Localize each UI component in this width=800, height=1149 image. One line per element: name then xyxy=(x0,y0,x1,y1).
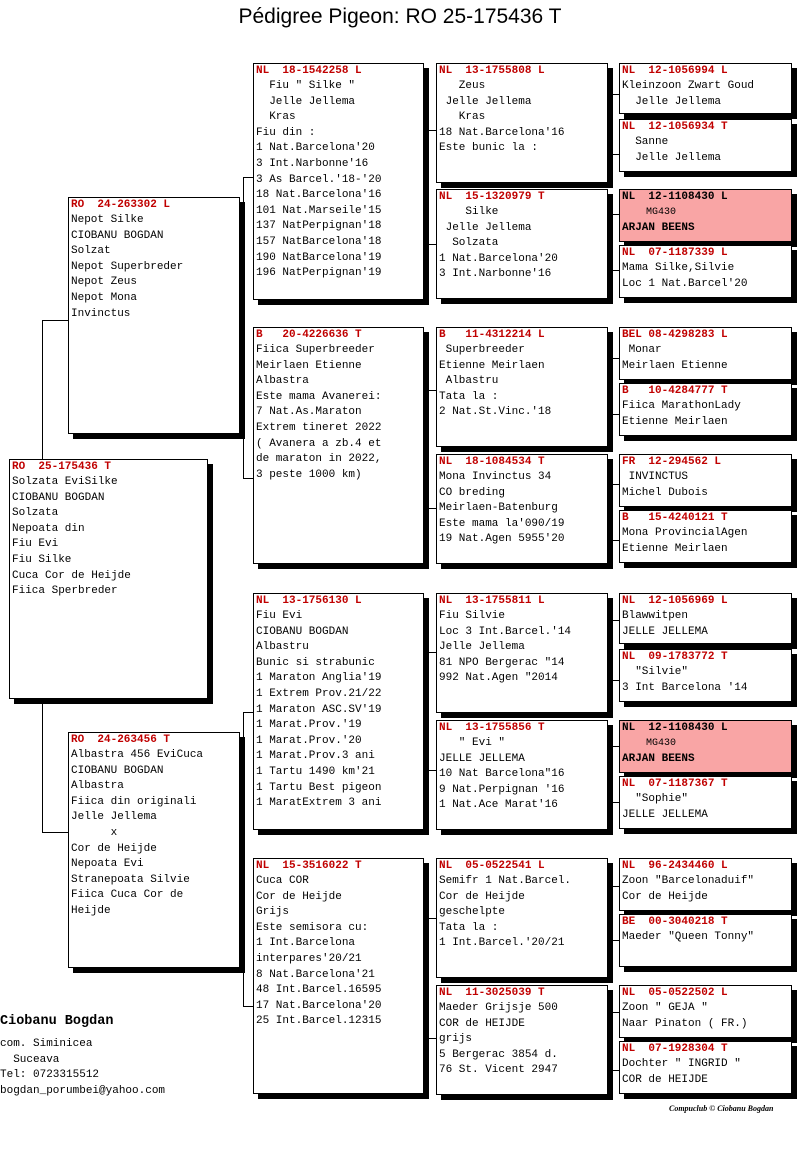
info-line: 17 Nat.Barcelona'20 xyxy=(256,999,382,1012)
pigeon-card-ssds[interactable] xyxy=(619,189,792,242)
info-line: 1 Int.Barcel.'20/21 xyxy=(439,937,565,950)
pigeon-card-ssd[interactable] xyxy=(436,189,608,299)
info-line: COR de HEIJDE xyxy=(439,1017,525,1030)
pigeon-card-ddsd[interactable] xyxy=(619,914,792,967)
pigeon-card-sdds[interactable] xyxy=(619,454,792,507)
connector-line xyxy=(428,130,429,244)
info-line: Extrem tineret 2022 xyxy=(256,421,382,434)
info-line: Fiica Sperbreder xyxy=(12,585,118,598)
connector-line xyxy=(612,680,619,681)
pigeon-card-sss[interactable] xyxy=(436,63,608,183)
ring-number: B 10-4284777 T xyxy=(622,385,728,397)
pigeon-card-dsds[interactable] xyxy=(619,720,792,773)
connector-line xyxy=(243,712,244,1006)
connector-line xyxy=(243,177,253,178)
owner-phone: Tel: 0723315512 xyxy=(0,1069,100,1081)
info-line: Invinctus xyxy=(71,307,131,320)
connector-line xyxy=(428,652,429,770)
info-line: 5 Bergerac 3854 d. xyxy=(439,1048,558,1061)
ring-number: NL 13-1755808 L xyxy=(439,65,545,77)
connector-line xyxy=(612,540,619,541)
info-line: 3 peste 1000 km) xyxy=(256,468,362,481)
info-line: 3 Int Barcelona '14 xyxy=(622,681,748,694)
connector-line xyxy=(612,802,619,803)
info-line: "Sophie" xyxy=(622,793,689,805)
connector-line xyxy=(42,320,68,321)
connector-line xyxy=(243,712,253,713)
connector-line xyxy=(243,1006,253,1007)
ring-number: B 11-4312214 L xyxy=(439,329,545,341)
ring-number: NL 11-3025039 T xyxy=(439,987,545,999)
info-line: 1 Maraton Anglia'19 xyxy=(256,672,382,685)
connector-line xyxy=(243,478,253,479)
info-line: Michel Dubois xyxy=(622,486,708,499)
pigeon-card-sdss[interactable] xyxy=(619,327,792,380)
info-line: Superbreeder xyxy=(439,344,525,356)
info-line: Meirlaen-Batenburg xyxy=(439,502,558,515)
info-line: Etienne Meirlaen xyxy=(439,359,545,372)
ring-number: NL 05-0522502 L xyxy=(622,987,728,999)
ring-number: NL 13-1755811 L xyxy=(439,595,545,607)
info-line: 10 Nat Barcelona"16 xyxy=(439,768,565,781)
info-line: Cor de Heijde xyxy=(622,890,708,903)
pigeon-card-dam[interactable] xyxy=(68,732,240,968)
info-line: CIOBANU BOGDAN xyxy=(71,229,164,242)
ring-number: NL 96-2434460 L xyxy=(622,860,728,872)
ring-number: BEL 08-4298283 L xyxy=(622,329,728,341)
info-line: MG430 xyxy=(622,207,677,218)
info-line: Kras xyxy=(256,111,296,124)
connector-line xyxy=(612,358,619,359)
ring-number: NL 12-1108430 L xyxy=(622,191,728,203)
info-line: Nepot Silke xyxy=(71,214,144,226)
info-line: Fiu din : xyxy=(256,126,316,139)
info-line: Nepot Mona xyxy=(71,291,138,304)
connector-line xyxy=(612,620,619,621)
info-line: Mama Silke,Silvie xyxy=(622,262,735,274)
info-line: Cor de Heijde xyxy=(439,890,525,903)
info-line: Este mama Avanerei: xyxy=(256,390,382,403)
pigeon-card-sds[interactable] xyxy=(436,327,608,447)
info-line: 1 Tartu Best pigeon xyxy=(256,781,382,794)
ring-number: NL 12-1056969 L xyxy=(622,595,728,607)
connector-line xyxy=(428,390,429,508)
connector-line xyxy=(42,832,68,833)
pigeon-card-dddd[interactable] xyxy=(619,1041,792,1094)
info-line: Zoon "Barcelonaduif" xyxy=(622,875,755,887)
ring-number: NL 15-3516022 T xyxy=(256,860,362,872)
info-line: Jelle Jellema xyxy=(256,95,356,108)
info-line: 1 Int.Barcelona xyxy=(256,937,356,950)
pigeon-card-dam-dam[interactable] xyxy=(253,858,424,1094)
pigeon-card-dsdd[interactable] xyxy=(619,776,792,829)
info-line: Fiu Evi xyxy=(256,610,303,622)
connector-line xyxy=(42,320,43,460)
info-line: geschelpte xyxy=(439,906,506,919)
connector-line xyxy=(612,484,619,485)
info-line: Cuca Cor de Heijde xyxy=(12,569,131,582)
pigeon-card-dds[interactable] xyxy=(436,858,608,978)
info-line: Zeus xyxy=(439,80,486,92)
ring-number: NL 18-1084534 T xyxy=(439,456,545,468)
ring-number: NL 18-1542258 L xyxy=(256,65,362,77)
connector-line xyxy=(612,214,619,215)
info-line: 992 Nat.Agen "2014 xyxy=(439,672,558,685)
info-line: 48 Int.Barcel.16595 xyxy=(256,984,382,997)
info-line: CIOBANU BOGDAN xyxy=(12,491,105,504)
info-line: Bunic si strabunic xyxy=(256,656,375,669)
connector-line xyxy=(428,244,436,245)
info-line: Este bunic la : xyxy=(439,142,539,155)
info-line: Jelle Jellema xyxy=(439,221,532,234)
pigeon-card-dss[interactable] xyxy=(436,593,608,713)
connector-line xyxy=(42,700,43,832)
connector-line xyxy=(612,154,619,155)
ring-number: B 20-4226636 T xyxy=(256,329,362,341)
info-line: 137 NatPerpignan'18 xyxy=(256,220,382,233)
info-line: Semifr 1 Nat.Barcel. xyxy=(439,875,572,887)
info-line: Fiica Cuca Cor de xyxy=(71,889,184,902)
info-line: Meirlaen Etienne xyxy=(256,359,362,372)
info-line: 1 Marat.Prov.'20 xyxy=(256,734,362,747)
info-line: Albastra 456 EviCuca xyxy=(71,749,204,761)
info-line: 190 NatBarcelona'19 xyxy=(256,251,382,264)
info-line: Tata la : xyxy=(439,921,499,934)
info-line: 3 As Barcel.'18-'20 xyxy=(256,173,382,186)
info-line: CIOBANU BOGDAN xyxy=(256,625,349,638)
info-line: Fiu Silke xyxy=(12,553,72,566)
ring-number: NL 09-1783772 T xyxy=(622,651,728,663)
info-line: Etienne Meirlaen xyxy=(622,415,728,428)
page-title: Pédigree Pigeon: RO 25-175436 T xyxy=(238,5,562,28)
info-line: 3 Int.Narbonne'16 xyxy=(439,268,552,281)
info-line: Loc 3 Int.Barcel.'14 xyxy=(439,625,572,638)
connector-line xyxy=(428,130,436,131)
connector-line xyxy=(612,940,619,941)
connector-line xyxy=(240,300,243,301)
pigeon-card-ddss[interactable] xyxy=(619,858,792,911)
connector-line xyxy=(428,652,436,653)
info-line: Solzata xyxy=(12,507,59,520)
connector-line xyxy=(612,746,613,802)
info-line: Maeder Grijsje 500 xyxy=(439,1002,558,1014)
info-line: Dochter " INGRID " xyxy=(622,1058,741,1070)
info-line: 1 MaratExtrem 3 ani xyxy=(256,797,382,810)
info-line: 81 NPO Bergerac "14 xyxy=(439,656,565,669)
info-line: MG430 xyxy=(622,738,677,749)
pigeon-card-ssdd[interactable] xyxy=(619,245,792,298)
info-line: Fiu " Silke " xyxy=(256,80,356,92)
ring-number: NL 07-1187367 T xyxy=(622,778,728,790)
ring-number: RO 24-263456 T xyxy=(71,734,171,746)
ring-number: NL 12-1056994 L xyxy=(622,65,728,77)
ring-number: NL 07-1928304 T xyxy=(622,1043,728,1055)
info-line: 1 Nat.Barcelona'20 xyxy=(256,142,375,155)
info-line: Sanne xyxy=(622,136,669,148)
info-line: 25 Int.Barcel.12315 xyxy=(256,1015,382,1028)
info-line: ARJAN BEENS xyxy=(622,221,695,234)
info-line: 8 Nat.Barcelona'21 xyxy=(256,968,375,981)
info-line: Albastra xyxy=(256,375,309,388)
connector-line xyxy=(428,508,436,509)
ring-number: RO 24-263302 L xyxy=(71,199,171,211)
info-line: 101 Nat.Marseile'15 xyxy=(256,204,382,217)
info-line: 76 St. Vicent 2947 xyxy=(439,1064,558,1077)
info-line: Silke xyxy=(439,206,499,218)
ring-number: NL 12-1056934 T xyxy=(622,121,728,133)
connector-line xyxy=(612,886,613,940)
connector-line xyxy=(612,214,613,270)
info-line: " Evi " xyxy=(439,737,506,749)
info-line: Fiu Evi xyxy=(12,538,59,551)
connector-line xyxy=(612,746,619,747)
info-line: 19 Nat.Agen 5955'20 xyxy=(439,533,565,546)
info-line: Kras xyxy=(439,111,486,124)
info-line: 18 Nat.Barcelona'16 xyxy=(439,126,565,139)
connector-line xyxy=(240,826,243,827)
info-line: Cuca COR xyxy=(256,875,309,887)
info-line: Solzata xyxy=(439,237,499,250)
ring-number: NL 13-1756130 L xyxy=(256,595,362,607)
owner-name: Ciobanu Bogdan xyxy=(0,1014,114,1029)
pigeon-card-sddd[interactable] xyxy=(619,510,792,563)
info-line: COR de HEIJDE xyxy=(622,1073,708,1086)
pigeon-card-ddd[interactable] xyxy=(436,985,608,1095)
info-line: 3 Int.Narbonne'16 xyxy=(256,157,369,170)
info-line: Nepoata Evi xyxy=(71,858,144,871)
pigeon-card-dssd[interactable] xyxy=(619,649,792,702)
connector-line xyxy=(428,918,436,919)
info-line: Meirlaen Etienne xyxy=(622,359,728,372)
info-line: Cor de Heijde xyxy=(256,890,342,903)
connector-line xyxy=(612,886,619,887)
info-line: Mona ProvincialAgen xyxy=(622,527,748,539)
info-line: Fiica Superbreeder xyxy=(256,344,375,356)
info-line: Cor de Heijde xyxy=(71,842,157,855)
info-line: 157 NatBarcelona'18 xyxy=(256,235,382,248)
ring-number: B 15-4240121 T xyxy=(622,512,728,524)
info-line: Fiu Silvie xyxy=(439,610,506,622)
pigeon-card-ddds[interactable] xyxy=(619,985,792,1038)
info-line: 18 Nat.Barcelona'16 xyxy=(256,189,382,202)
info-line: grijs xyxy=(439,1033,473,1046)
ring-number: NL 05-0522541 L xyxy=(439,860,545,872)
pigeon-card-sire-sire[interactable] xyxy=(253,63,424,300)
info-line: 2 Nat.St.Vinc.'18 xyxy=(439,406,552,419)
info-line: JELLE JELLEMA xyxy=(439,752,525,765)
connector-line xyxy=(428,1038,436,1039)
info-line: 1 Nat.Ace Marat'16 xyxy=(439,799,558,812)
info-line: Albastra xyxy=(71,780,124,793)
owner-address: com. Siminicea xyxy=(0,1038,93,1050)
info-line: Nepoata din xyxy=(12,522,85,535)
ring-number: NL 13-1755856 T xyxy=(439,722,545,734)
pigeon-card-sssd[interactable] xyxy=(619,119,792,172)
connector-line xyxy=(243,177,244,478)
owner-email: bogdan_porumbei@yahoo.com xyxy=(0,1084,166,1097)
info-line: Mona Invinctus 34 xyxy=(439,471,552,483)
ring-number: FR 12-294562 L xyxy=(622,456,722,468)
pigeon-card-sdsd[interactable] xyxy=(619,383,792,436)
connector-line xyxy=(612,1070,619,1071)
credit-text: Compuclub © Ciobanu Bogdan xyxy=(669,1104,774,1113)
info-line: "Silvie" xyxy=(622,666,689,678)
info-line: interpares'20/21 xyxy=(256,952,362,965)
connector-line xyxy=(612,358,613,414)
ring-number: NL 15-1320979 T xyxy=(439,191,545,203)
info-line: 1 Tartu 1490 km'21 xyxy=(256,765,375,778)
connector-line xyxy=(612,484,613,540)
info-line: Jelle Jellema xyxy=(622,95,722,108)
info-line: JELLE JELLEMA xyxy=(622,625,708,638)
info-line: Albastru xyxy=(439,375,499,388)
info-line: Monar xyxy=(622,344,662,356)
info-line: Solzata EviSilke xyxy=(12,476,118,488)
info-line: Kleinzoon Zwart Goud xyxy=(622,80,755,92)
info-line: 7 Nat.As.Maraton xyxy=(256,406,362,419)
info-line: Etienne Meirlaen xyxy=(622,542,728,555)
ring-number: NL 12-1108430 L xyxy=(622,722,728,734)
ring-number: NL 07-1187339 L xyxy=(622,247,728,259)
info-line: Stranepoata Silvie xyxy=(71,873,190,886)
info-line: Solzat xyxy=(71,245,111,258)
info-line: Blawwitpen xyxy=(622,610,689,622)
connector-line xyxy=(612,414,619,415)
info-line: Zoon " GEJA " xyxy=(622,1002,708,1014)
info-line: Fiica MarathonLady xyxy=(622,400,741,412)
info-line: 9 Nat.Perpignan '16 xyxy=(439,783,565,796)
info-line: 1 Marat.Prov.3 ani xyxy=(256,750,375,763)
info-line: Nepot Zeus xyxy=(71,276,138,289)
info-line: Jelle Jellema xyxy=(71,811,157,824)
info-line: 1 Nat.Barcelona'20 xyxy=(439,252,558,265)
connector-line xyxy=(612,1012,613,1070)
info-line: INVINCTUS xyxy=(622,471,689,483)
info-line: Este semisora cu: xyxy=(256,921,369,934)
info-line: Tata la : xyxy=(439,390,499,403)
connector-line xyxy=(428,770,436,771)
pigeon-card-sire-dam[interactable] xyxy=(253,327,424,564)
info-line: 1 Maraton ASC.SV'19 xyxy=(256,703,382,716)
pigeon-card-sire[interactable] xyxy=(68,197,240,434)
info-line: Albastru xyxy=(256,641,309,654)
info-line: Nepot Superbreder xyxy=(71,260,184,273)
pigeon-card-dsd[interactable] xyxy=(436,720,608,830)
connector-line xyxy=(612,94,619,95)
info-line: JELLE JELLEMA xyxy=(622,808,708,821)
info-line: Heijde xyxy=(71,904,111,917)
info-line: Grijs xyxy=(256,906,290,919)
info-line: 1 Extrem Prov.21/22 xyxy=(256,687,382,700)
connector-line xyxy=(612,270,619,271)
pigeon-card-ssss[interactable] xyxy=(619,63,792,114)
info-line: Fiica din originali xyxy=(71,795,197,808)
info-line: Jelle Jellema xyxy=(439,95,532,108)
pigeon-card-sdd[interactable] xyxy=(436,454,608,564)
connector-line xyxy=(612,620,613,680)
connector-line xyxy=(428,918,429,1038)
pigeon-card-dam-sire[interactable] xyxy=(253,593,424,830)
info-line: ARJAN BEENS xyxy=(622,752,695,765)
info-line: Maeder "Queen Tonny" xyxy=(622,931,755,943)
info-line: CIOBANU BOGDAN xyxy=(71,764,164,777)
info-line: Loc 1 Nat.Barcel'20 xyxy=(622,277,748,290)
info-line: Jelle Jellema xyxy=(439,641,525,654)
pigeon-card-subject[interactable] xyxy=(9,459,208,699)
ring-number: BE 00-3040218 T xyxy=(622,916,728,928)
info-line: 1 Marat.Prov.'19 xyxy=(256,719,362,732)
info-line: Este mama la'090/19 xyxy=(439,517,565,530)
info-line: ( Avanera a zb.4 et xyxy=(256,437,382,450)
info-line: de maraton in 2022, xyxy=(256,453,382,466)
info-line: x xyxy=(71,826,118,839)
owner-city: Suceava xyxy=(0,1053,60,1066)
ring-number: RO 25-175436 T xyxy=(12,461,112,473)
info-line: CO breding xyxy=(439,486,506,499)
owner-block xyxy=(0,1014,165,1099)
connector-line xyxy=(612,94,613,154)
info-line: 196 NatPerpignan'19 xyxy=(256,267,382,280)
info-line: Jelle Jellema xyxy=(622,151,722,164)
info-line: Naar Pinaton ( FR.) xyxy=(622,1017,748,1030)
connector-line xyxy=(612,1012,619,1013)
pigeon-card-dsss[interactable] xyxy=(619,593,792,644)
connector-line xyxy=(428,390,436,391)
